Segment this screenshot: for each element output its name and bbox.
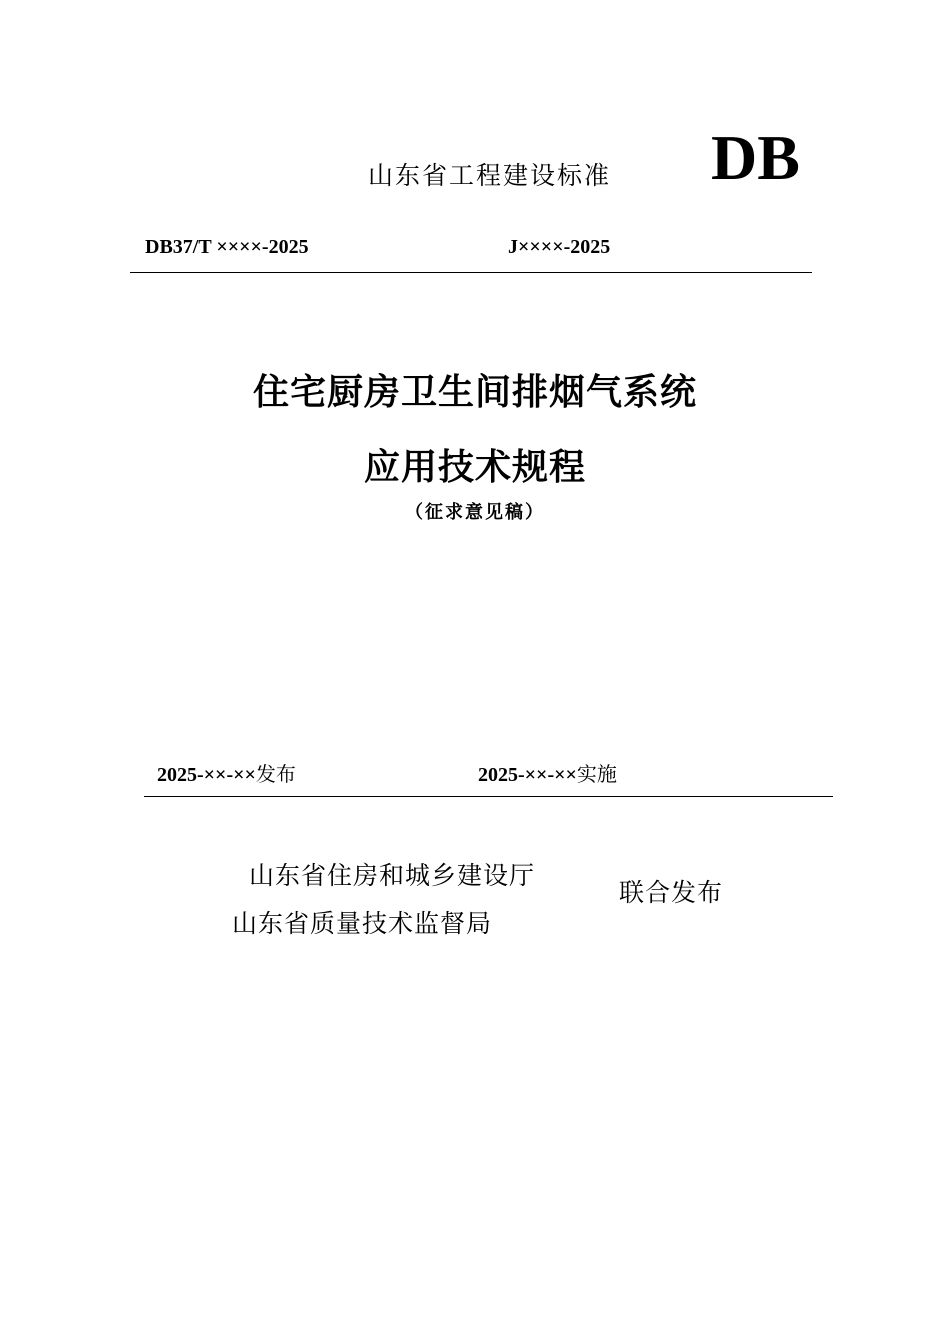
title-line-2: 应用技术规程 bbox=[363, 446, 586, 488]
issue-date-value: 2025-××-×× bbox=[157, 764, 256, 786]
db-mark: DB bbox=[711, 122, 800, 193]
issuer-1: 山东省住房和城乡建设厅 bbox=[249, 861, 536, 890]
header-divider bbox=[130, 272, 812, 273]
title-line-1: 住宅厨房卫生间排烟气系统 bbox=[252, 371, 697, 413]
implementation-date bbox=[478, 758, 617, 787]
record-code: J××××-2025 bbox=[508, 236, 611, 258]
footer-divider bbox=[144, 796, 833, 797]
joint-issue-label: 联合发布 bbox=[619, 878, 724, 907]
implementation-date-value: 2025-××-×× bbox=[478, 764, 577, 786]
implementation-date-suffix: 实施 bbox=[576, 762, 617, 786]
standard-code: DB37/T ××××-2025 bbox=[145, 236, 309, 258]
issue-date-suffix: 发布 bbox=[255, 762, 296, 786]
issue-date bbox=[157, 758, 296, 787]
standard-type: 山东省工程建设标准 bbox=[368, 161, 612, 190]
issuer-2: 山东省质量技术监督局 bbox=[232, 909, 493, 938]
draft-note: （征求意见稿） bbox=[405, 502, 545, 523]
